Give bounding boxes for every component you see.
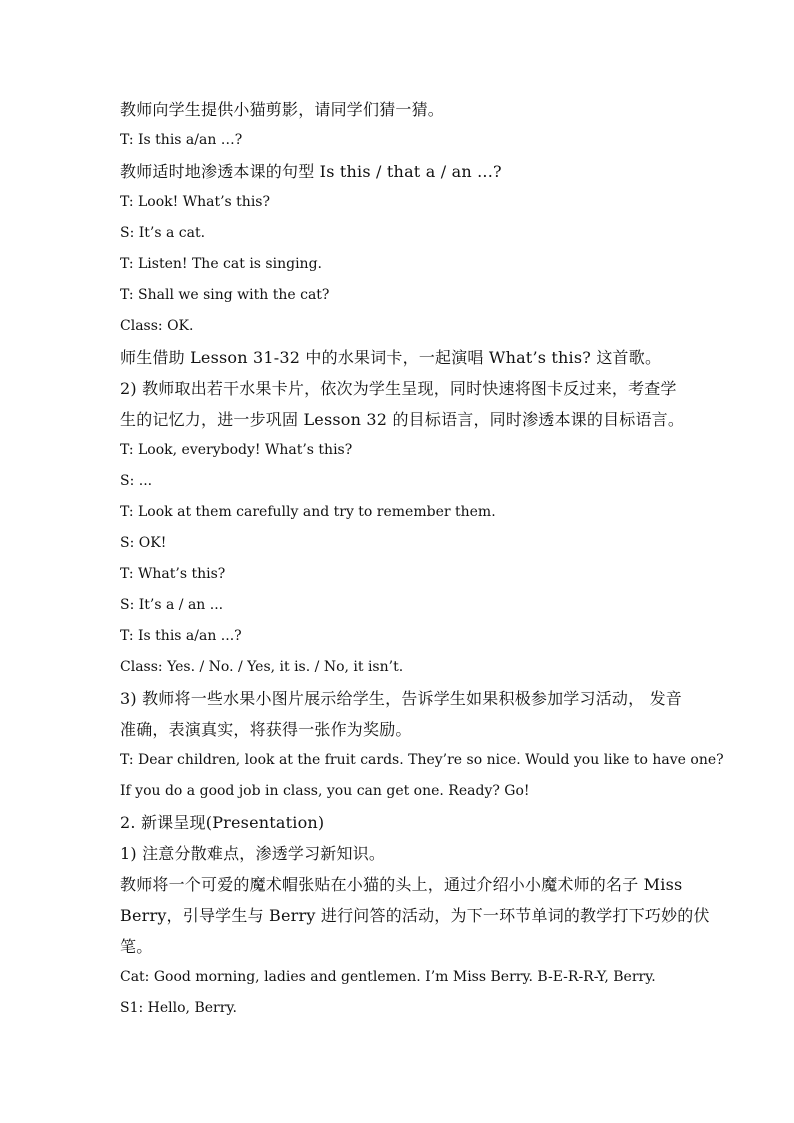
dialogue-line: Class: OK.	[120, 318, 194, 334]
dialogue-line: S: ...	[120, 473, 153, 489]
dialogue-line: S: It’s a / an ...	[120, 597, 224, 613]
paragraph-line: 2) 教师取出若干水果卡片，依次为学生呈现，同时快速将图卡反过来，考查学	[120, 379, 677, 398]
paragraph-line: 教师向学生提供小猫剪影，请同学们猜一猜。	[120, 100, 445, 119]
dialogue-line: T: Is this a/an ...?	[120, 628, 242, 644]
dialogue-line: T: Listen! The cat is singing.	[120, 256, 322, 272]
dialogue-line: If you do a good job in class, you can get one. Ready? Go!	[120, 783, 530, 799]
document-body	[120, 94, 724, 1024]
dialogue-line: T: Look, everybody! What’s this?	[120, 442, 353, 458]
paragraph-line: 教师将一个可爱的魔术帽张贴在小猫的头上，通过介绍小小魔术师的名子 Miss	[120, 875, 683, 894]
paragraph-line: 3) 教师将一些水果小图片展示给学生，告诉学生如果积极参加学习活动， 发音	[120, 689, 682, 708]
dialogue-line: T: Look! What’s this?	[120, 194, 270, 210]
dialogue-line: T: Dear children, look at the fruit cards. They’re so nice. Would you like to have one?	[120, 752, 724, 768]
paragraph-line: 生的记忆力，进一步巩固 Lesson 32 的目标语言，同时渗透本课的目标语言。	[120, 410, 685, 429]
paragraph-line: 1) 注意分散难点，渗透学习新知识。	[120, 844, 386, 863]
paragraph-line: Berry，引导学生与 Berry 进行问答的活动，为下一环节单词的教学打下巧妙的伏	[120, 906, 710, 925]
dialogue-line: T: Is this a/an …?	[120, 132, 243, 148]
dialogue-line: T: Shall we sing with the cat?	[120, 287, 330, 303]
dialogue-line: T: What’s this?	[120, 566, 226, 582]
dialogue-line: Class: Yes. / No. / Yes, it is. / No, it isn’t.	[120, 659, 404, 675]
paragraph-line: 教师适时地渗透本课的句型 Is this / that a / an ...?	[120, 162, 502, 181]
dialogue-line: S: It’s a cat.	[120, 225, 206, 241]
dialogue-line: S1: Hello, Berry.	[120, 1000, 237, 1016]
paragraph-line: 准确，表演真实，将获得一张作为奖励。	[120, 720, 412, 739]
paragraph-line: 师生借助 Lesson 31-32 中的水果词卡，一起演唱 What’s this? 这首歌。	[120, 348, 662, 367]
dialogue-line: Cat: Good morning, ladies and gentlemen. I’m Miss Berry. B-E-R-R-Y, Berry.	[120, 969, 656, 985]
paragraph-line: 笔。	[120, 937, 153, 956]
dialogue-line: S: OK!	[120, 535, 167, 551]
section-heading: 2. 新课呈现(Presentation)	[120, 813, 325, 832]
dialogue-line: T: Look at them carefully and try to remember them.	[120, 504, 496, 520]
